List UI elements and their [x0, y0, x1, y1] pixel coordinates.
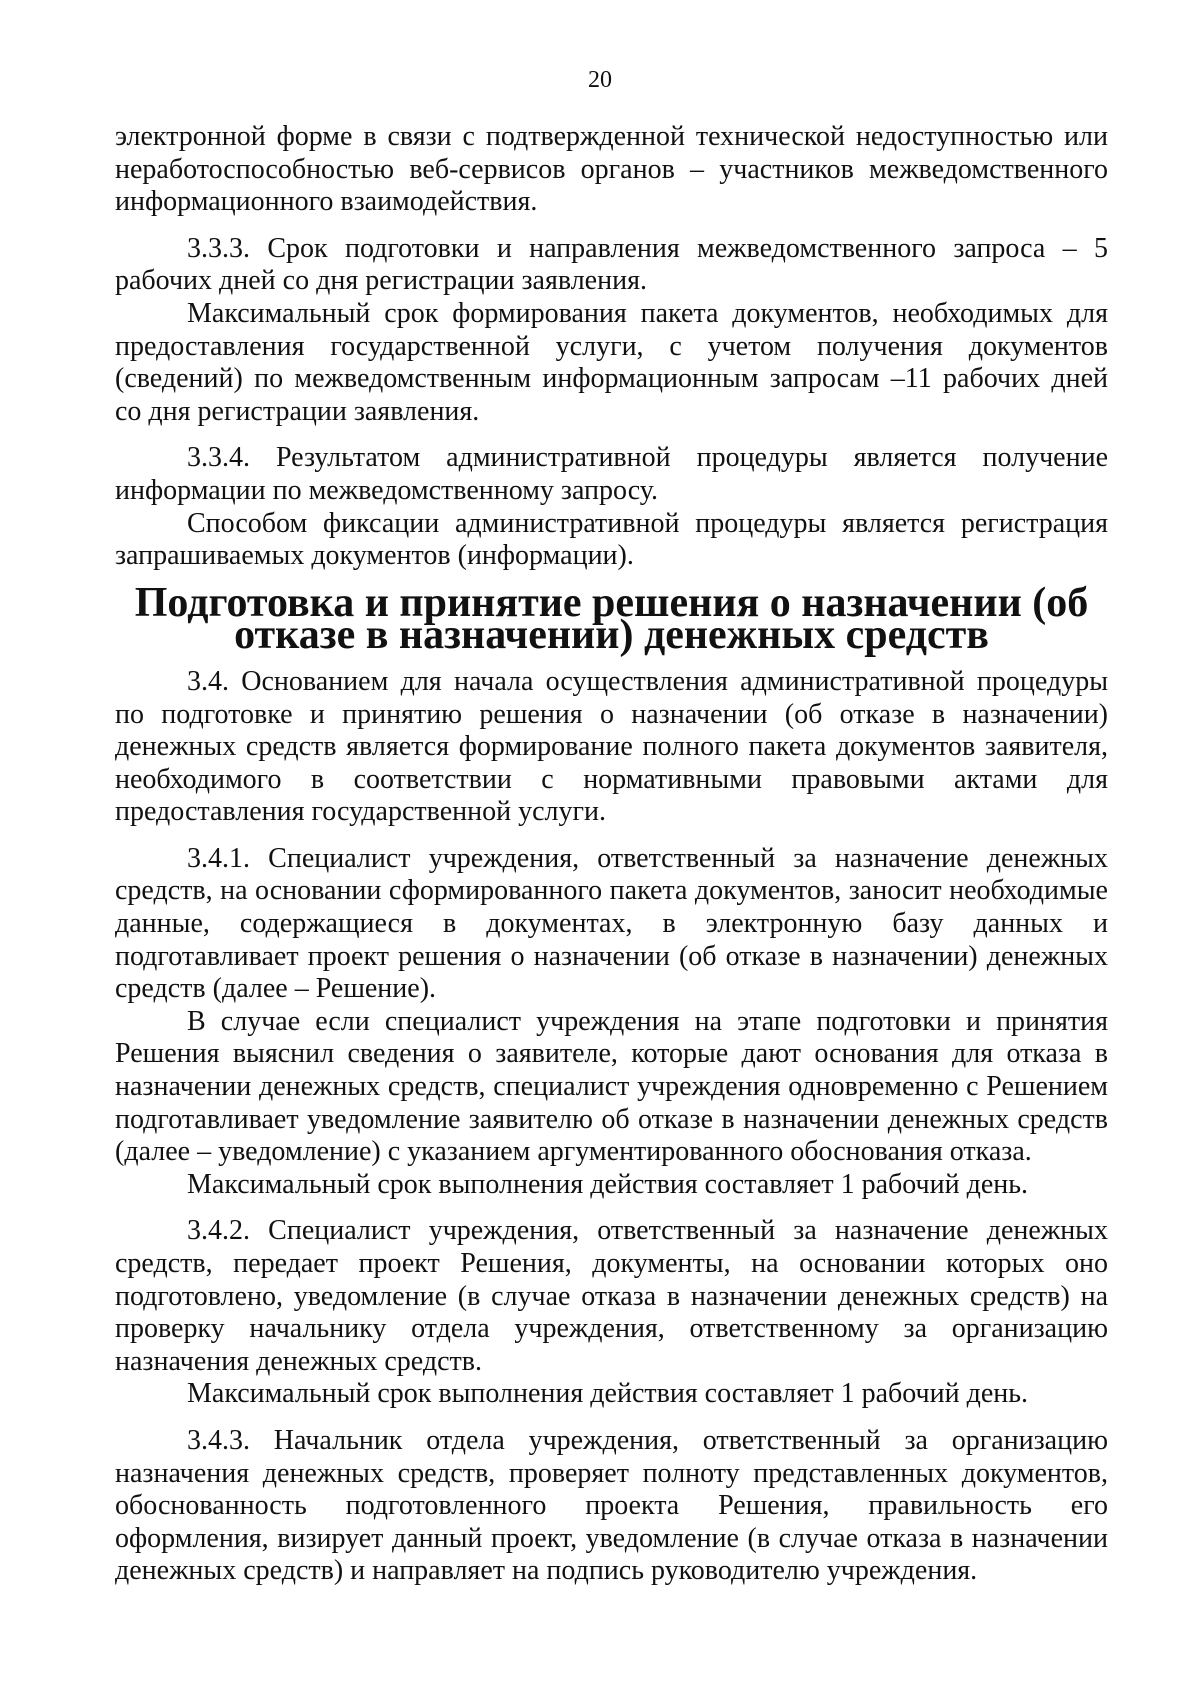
paragraph-3-4-2: 3.4.2. Специалист учреждения, ответственный за назначение денежных средств, передает проект Решения, документы, на основании которых оно подготовлено, уведомление (в случае отказа в назначении денежных средств) на проверку начальнику отдела учреждения, ответственному за организацию назначения денежных средств. [115, 1215, 1108, 1377]
paragraph-fixation-method: Способом фиксации административной процедуры является регистрация запрашиваемых документов (информации). [115, 507, 1108, 572]
paragraph-refusal-case: В случае если специалист учреждения на этапе подготовки и принятия Решения выяснил сведения о заявителе, которые дают основания для отказа в назначении денежных средств, специалист учреждения одновременно с Решением подготавливает уведомление заявителю об отказе в назначении денежных средств (далее – уведомление) с указанием аргументированного обоснования отказа. [115, 1005, 1108, 1168]
paragraph-3-3-4: 3.3.4. Результатом административной процедуры является получение информации по межведомственному запросу. [115, 442, 1108, 506]
section-heading: Подготовка и принятие решения о назначении (об отказе в назначении) денежных средств [134, 579, 1089, 659]
paragraph-3-4: 3.4. Основанием для начала осуществления административной процедуры по подготовке и принятию решения о назначении (об отказе в назначении) денежных средств является формирование полного пакета документов заявителя, необходимого в соответствии с нормативными правовыми актами для предоставления государственной услуги. [115, 665, 1108, 828]
page-number: 20 [588, 67, 612, 93]
paragraph-3-4-3: 3.4.3. Начальник отдела учреждения, ответственный за организацию назначения денежных средств, проверяет полноту представленных документов, обоснованность подготовленного проекта Решения, правильность его оформления, визирует данный проект, уведомление (в случае отказа в назначении денежных средств) и направляет на подпись руководителю учреждения. [115, 1424, 1108, 1587]
paragraph-3-4-1: 3.4.1. Специалист учреждения, ответственный за назначение денежных средств, на основании сформированного пакета документов, заносит необходимые данные, содержащиеся в документах, в электронную базу данных и подготавливает проект решения о назначении (об отказе в назначении) денежных средств (далее – Решение). [115, 842, 1108, 1005]
document-body [115, 121, 1108, 1588]
paragraph-max-term-1: Максимальный срок выполнения действия составляет 1 рабочий день. [187, 1168, 1029, 1200]
paragraph-max-term-2: Максимальный срок выполнения действия составляет 1 рабочий день. [187, 1378, 1029, 1410]
paragraph-continuation: электронной форме в связи с подтвержденной технической недоступностью или неработоспособностью веб-сервисов органов – участников межведомственного информационного взаимодействия. [115, 121, 1108, 218]
paragraph-max-term-package: Максимальный срок формирования пакета документов, необходимых для предоставления государственной услуги, с учетом получения документов (сведений) по межведомственным информационным запросам –11 рабочих дней со дня регистрации заявления. [115, 297, 1108, 427]
paragraph-3-3-3: 3.3.3. Срок подготовки и направления межведомственного запроса – 5 рабочих дней со дня регистрации заявления. [115, 232, 1108, 297]
